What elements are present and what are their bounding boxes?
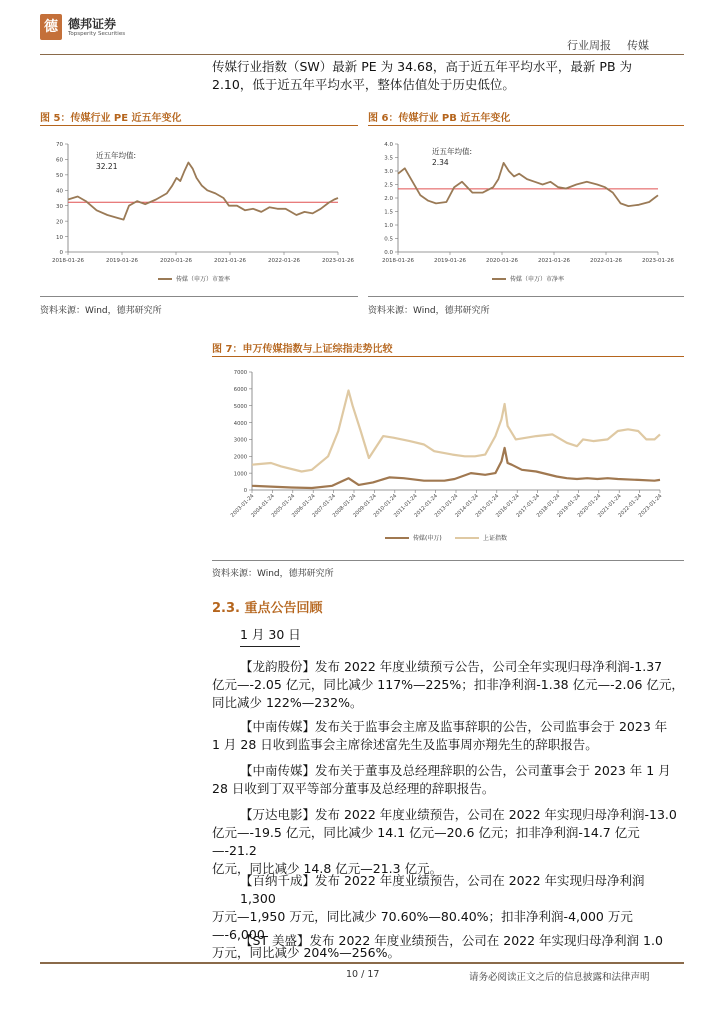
series-line-1 — [68, 163, 338, 220]
fig6-bottom-rule — [368, 296, 684, 297]
fig6-avg-value: 2.34 — [432, 158, 449, 167]
fig5-title: 图 5：传媒行业 PE 近五年变化 — [40, 113, 182, 124]
x-tick-label: 2022-01-26 — [590, 258, 622, 264]
y-tick-label: 6000 — [233, 387, 247, 394]
x-tick-label: 2016-01-24 — [495, 493, 521, 519]
announcement-line: 【龙韵股份】发布 2022 年度业绩预亏公告，公司全年实现归母净利润-1.37 — [240, 659, 663, 674]
x-tick-label: 2018-01-26 — [382, 258, 414, 264]
announcement-1 — [212, 658, 684, 712]
announcement-line: 【中南传媒】发布关于董事及总经理辞职的公告，公司董事会于 2023 年 1 月 — [240, 763, 671, 778]
fig7-legend-label-media: 传媒(申万) — [413, 535, 442, 542]
y-tick-label: 4.0 — [384, 142, 393, 149]
x-tick-label: 2022-01-24 — [617, 493, 644, 519]
x-tick-label: 2018-01-26 — [52, 258, 84, 264]
date-underline — [240, 646, 300, 647]
y-tick-label: 4000 — [233, 420, 247, 427]
logo-name: 德邦证券 — [68, 17, 117, 31]
fig7-title-rule — [212, 356, 684, 357]
fig6-title-rule — [368, 125, 684, 126]
x-tick-label: 2019-01-24 — [556, 493, 582, 519]
x-tick-label: 2010-01-24 — [372, 493, 399, 519]
header-divider — [40, 54, 684, 55]
x-tick-label: 2020-01-26 — [160, 258, 192, 264]
x-tick-label: 2003-01-24 — [229, 493, 256, 519]
y-tick-label: 7000 — [233, 370, 247, 377]
y-tick-label: 60 — [56, 157, 63, 164]
x-tick-label: 2012-01-24 — [413, 493, 440, 519]
x-tick-label: 2005-01-24 — [270, 493, 297, 519]
announcement-4 — [212, 806, 684, 878]
y-tick-label: 0 — [59, 250, 63, 257]
x-tick-label: 2007-01-24 — [311, 493, 338, 519]
announcement-line: 万元—1,950 万元，同比减少 70.60%—80.40%；扣非净利润-4,000 万元—-6,000 — [212, 909, 633, 942]
fig7-chart — [212, 360, 684, 556]
x-tick-label: 2023-01-26 — [322, 258, 354, 264]
fig7-source: 资料来源：Wind，德邦研究所 — [212, 569, 334, 579]
fig5-avg-label: 近五年均值: — [96, 151, 137, 160]
announcement-line: 【百纳千成】发布 2022 年度业绩预告，公司在 2022 年实现归母净利润 1,300 — [240, 873, 645, 906]
x-tick-label: 2021-01-26 — [538, 258, 570, 264]
logo-mark — [40, 14, 62, 40]
y-tick-label: 1.0 — [384, 223, 393, 230]
logo-glyph: 德 — [44, 19, 58, 35]
y-tick-label: 3.0 — [384, 169, 393, 176]
footer-divider — [40, 962, 684, 964]
section-date: 1 月 30 日 — [240, 627, 301, 642]
fig7-title: 图 7：申万传媒指数与上证综指走势比较 — [212, 344, 393, 355]
announcement-line: 亿元—-19.5 亿元，同比减少 14.1 亿元—20.6 亿元；扣非净利润-14.7 亿元—-21.2 — [212, 825, 640, 858]
x-tick-label: 2020-01-26 — [486, 258, 518, 264]
y-tick-label: 70 — [56, 142, 63, 149]
announcement-line: 28 日收到丁双平等部分董事及总经理的辞职报告。 — [212, 781, 495, 796]
announcement-line: 亿元—-2.05 亿元，同比减少 117%—225%；扣非净利润-1.38 亿元—-2.06 亿元， — [212, 677, 684, 692]
section-title: 2.3. 重点公告回顾 — [212, 601, 323, 616]
x-tick-label: 2023-01-24 — [637, 493, 664, 519]
fig6-source: 资料来源：Wind，德邦研究所 — [368, 306, 490, 316]
announcement-line: 万元，同比减少 204%—256%。 — [212, 945, 400, 960]
page-number: 10 / 17 — [346, 969, 380, 980]
industry-label: 传媒 — [627, 39, 649, 52]
fig5-legend-label: 传媒（申万）市盈率 — [176, 276, 231, 283]
fig7-bottom-rule — [212, 560, 684, 561]
x-tick-label: 2013-01-24 — [433, 493, 460, 519]
series-line-1 — [398, 163, 658, 206]
fig6-chart — [368, 128, 684, 290]
fig6-title: 图 6：传媒行业 PB 近五年变化 — [368, 113, 511, 124]
fig5-title-rule — [40, 125, 358, 126]
fig6-avg-label: 近五年均值: — [432, 147, 473, 156]
y-tick-label: 2000 — [233, 454, 247, 461]
y-tick-label: 3.5 — [384, 155, 393, 162]
x-tick-label: 2021-01-24 — [597, 493, 623, 519]
y-tick-label: 3000 — [233, 437, 247, 444]
y-tick-label: 0.5 — [384, 236, 393, 243]
x-tick-label: 2022-01-26 — [268, 258, 300, 264]
intro-paragraph — [212, 58, 684, 94]
y-tick-label: 0 — [243, 488, 247, 495]
x-tick-label: 2019-01-26 — [434, 258, 466, 264]
intro-line: 2.10，低于近五年平均水平，整体估值处于历史低位。 — [212, 77, 515, 92]
x-tick-label: 2019-01-26 — [106, 258, 138, 264]
y-tick-label: 1000 — [233, 471, 247, 478]
logo-tagline: Topsperity Securities — [68, 31, 126, 37]
x-tick-label: 2015-01-24 — [474, 493, 501, 519]
y-tick-label: 5000 — [233, 403, 247, 410]
y-tick-label: 20 — [56, 219, 63, 226]
x-tick-label: 2009-01-24 — [352, 493, 378, 519]
y-tick-label: 30 — [56, 203, 63, 210]
fig6-legend-label: 传媒（申万）市净率 — [510, 276, 565, 283]
y-tick-label: 0.0 — [384, 250, 393, 257]
series-line-1 — [252, 391, 660, 472]
fig7-legend-label-sse: 上证指数 — [483, 535, 508, 542]
y-tick-label: 2.5 — [384, 182, 393, 189]
announcement-line: 【中南传媒】发布关于监事会主席及监事辞职的公告，公司监事会于 2023 年 — [240, 719, 668, 734]
x-tick-label: 2023-01-26 — [642, 258, 674, 264]
x-tick-label: 2021-01-26 — [214, 258, 246, 264]
x-tick-label: 2008-01-24 — [331, 493, 358, 519]
announcement-line: 【ST 美盛】发布 2022 年度业绩预告，公司在 2022 年实现归母净利润 1.0 — [240, 933, 663, 948]
fig5-bottom-rule — [40, 296, 358, 297]
x-tick-label: 2014-01-24 — [454, 493, 480, 519]
x-tick-label: 2011-01-24 — [393, 493, 419, 519]
doc-type: 行业周报 — [567, 39, 611, 52]
fig5-avg-value: 32.21 — [96, 162, 118, 171]
y-tick-label: 1.5 — [384, 209, 393, 216]
fig5-source: 资料来源：Wind，德邦研究所 — [40, 306, 162, 316]
announcement-line: 亿元，同比减少 14.8 亿元—21.3 亿元。 — [212, 861, 443, 876]
fig5-chart — [40, 128, 358, 290]
legal-notice: 请务必阅读正文之后的信息披露和法律声明 — [469, 972, 650, 983]
announcement-line: 同比减少 122%—232%。 — [212, 695, 363, 710]
x-tick-label: 2018-01-24 — [535, 493, 562, 519]
y-tick-label: 50 — [56, 173, 63, 180]
y-tick-label: 10 — [56, 234, 63, 241]
intro-line: 传媒行业指数（SW）最新 PE 为 34.68，高于近五年平均水平，最新 PB 为 — [212, 59, 632, 74]
x-tick-label: 2017-01-24 — [515, 493, 542, 519]
x-tick-label: 2004-01-24 — [250, 493, 276, 519]
announcement-3 — [212, 762, 684, 798]
announcement-line: 1 月 28 日收到监事会主席徐述富先生及监事周亦翔先生的辞职报告。 — [212, 737, 598, 752]
announcement-line: 【万达电影】发布 2022 年度业绩预告，公司在 2022 年实现归母净利润-13.0 — [240, 807, 677, 822]
y-tick-label: 2.0 — [384, 196, 393, 203]
x-tick-label: 2020-01-24 — [576, 493, 603, 519]
announcement-6 — [212, 932, 684, 950]
x-tick-label: 2006-01-24 — [291, 493, 317, 519]
announcement-2 — [212, 718, 684, 754]
y-tick-label: 40 — [56, 188, 63, 195]
